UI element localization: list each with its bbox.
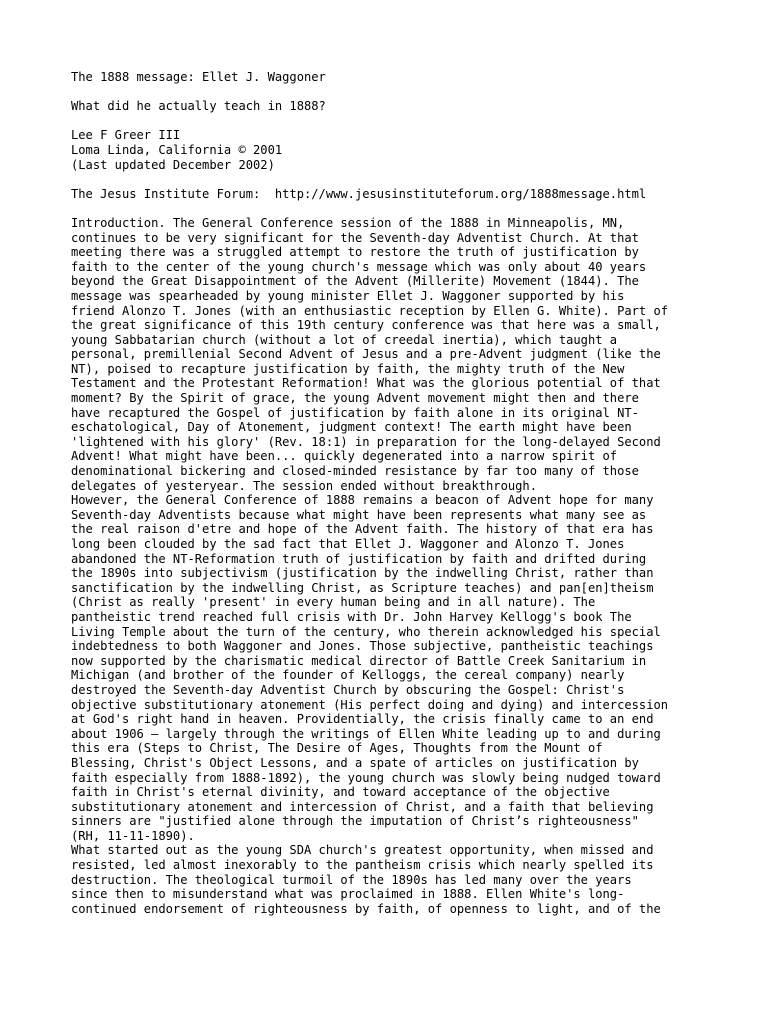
body-line: Advent! What might have been... quickly degenerated into a narrow spirit of [71, 449, 618, 464]
body-line: sinners are "justified alone through the imputation of Christ’s righteousness" [71, 814, 639, 829]
body-line: the real raison d'etre and hope of the Advent faith. The history of that era has [71, 522, 654, 537]
body-line: However, the General Conference of 1888 remains a beacon of Advent hope for many [71, 493, 654, 508]
body-line: faith in Christ's eternal divinity, and toward acceptance of the objective [71, 785, 610, 800]
body-line: substitutionary atonement and intercession of Christ, and a faith that believing [71, 799, 654, 814]
body-line: NT), poised to recapture justification by faith, the mighty truth of the New [71, 361, 625, 376]
body-line: since then to misunderstand what was proclaimed in 1888. Ellen White's long- [71, 887, 625, 902]
body-line: eschatological, Day of Atonement, judgment context! The earth might have been [71, 420, 632, 435]
body-line: destruction. The theological turmoil of the 1890s has led many over the years [71, 872, 632, 887]
spacer [71, 201, 748, 216]
forum-reference: The Jesus Institute Forum: http://www.jesusinstituteforum.org/1888message.html [71, 186, 647, 201]
body-line: message was spearheaded by young minister Ellet J. Waggoner supported by his [71, 288, 625, 303]
body-line: meeting there was a struggled attempt to restore the truth of justification by [71, 245, 639, 260]
body-line: Living Temple about the turn of the century, who therein acknowledged his special [71, 624, 661, 639]
body-line: abandoned the NT-Reformation truth of justification by faith and drifted during [71, 551, 647, 566]
body-line: young Sabbatarian church (without a lot of creedal inertia), which taught a [71, 332, 618, 347]
body-line: friend Alonzo T. Jones (with an enthusiastic reception by Ellen G. White). Part of [71, 303, 669, 318]
body-line: indebtedness to both Waggoner and Jones. Those subjective, pantheistic teachings [71, 639, 654, 654]
body-line: destroyed the Seventh-day Adventist Church by obscuring the Gospel: Christ's [71, 682, 625, 697]
body-line: continued endorsement of righteousness by faith, of openness to light, and of the [71, 901, 661, 916]
spacer [71, 114, 748, 129]
body-line: moment? By the Spirit of grace, the young Advent movement might then and there [71, 391, 639, 406]
body-line: faith especially from 1888-1892), the young church was slowly being nudged toward [71, 770, 661, 785]
body-line: the 1890s into subjectivism (justification by the indwelling Christ, rather than [71, 566, 654, 581]
body-line: pantheistic trend reached full crisis with Dr. John Harvey Kellogg's book The [71, 609, 632, 624]
spacer [71, 85, 748, 100]
body-line: What started out as the young SDA church's greatest opportunity, when missed and [71, 843, 654, 858]
body-line: about 1906 – largely through the writings of Ellen White leading up to and during [71, 726, 661, 741]
document-subtitle: What did he actually teach in 1888? [71, 99, 326, 114]
body-line: long been clouded by the sad fact that Ellet J. Waggoner and Alonzo T. Jones [71, 537, 625, 551]
body-line: Seventh-day Adventists because what might have been represents what many see as [71, 507, 647, 522]
body-line: personal, premillenial Second Advent of Jesus and a pre-Advent judgment (like the [71, 347, 661, 362]
body-line: at God's right hand in heaven. Providentially, the crisis finally came to an end [71, 712, 654, 727]
body-line: continues to be very significant for the Seventh-day Adventist Church. At that [71, 230, 639, 245]
body-line: Introduction. The General Conference session of the 1888 in Minneapolis, MN, [71, 215, 625, 230]
author-name: Lee F Greer III [71, 128, 181, 143]
body-line: Michigan (and brother of the founder of Kelloggs, the cereal company) nearly [71, 668, 625, 683]
body-text [71, 216, 748, 917]
body-line: 'lightened with his glory' (Rev. 18:1) in preparation for the long-delayed Second [71, 434, 661, 449]
body-line: (Christ as really 'present' in every human being and in all nature). The [71, 595, 596, 610]
spacer [71, 172, 748, 187]
body-line: have recaptured the Gospel of justification by faith alone in its original NT- [71, 405, 639, 420]
body-line: denominational bickering and closed-minded resistance by far too many of those [71, 464, 639, 479]
body-line: Blessing, Christ's Object Lessons, and a spate of articles on justification by [71, 755, 639, 770]
author-location: Loma Linda, California © 2001 [71, 142, 283, 157]
body-line: this era (Steps to Christ, The Desire of Ages, Thoughts from the Mount of [71, 741, 603, 756]
body-line: delegates of yesteryear. The session ended without breakthrough. [71, 478, 537, 493]
document-title: The 1888 message: Ellet J. Waggoner [71, 70, 326, 84]
body-line: sanctification by the indwelling Christ, as Scripture teaches) and pan[en]theism [71, 580, 654, 595]
body-line: Testament and the Protestant Reformation! What was the glorious potential of that [71, 376, 661, 391]
body-line: resisted, led almost inexorably to the pantheism crisis which nearly spelled its [71, 858, 654, 873]
body-line: (RH, 11-11-1890). [71, 828, 195, 843]
body-line: now supported by the charismatic medical director of Battle Creek Sanitarium in [71, 653, 647, 668]
body-line: faith to the center of the young church's message which was only about 40 years [71, 259, 647, 274]
body-line: the great significance of this 19th century conference was that here was a small, [71, 318, 661, 333]
body-line: objective substitutionary atonement (His perfect doing and dying) and intercession [71, 697, 669, 712]
body-line: beyond the Great Disappointment of the Advent (Millerite) Movement (1844). The [71, 274, 639, 289]
last-updated: (Last updated December 2002) [71, 157, 275, 172]
